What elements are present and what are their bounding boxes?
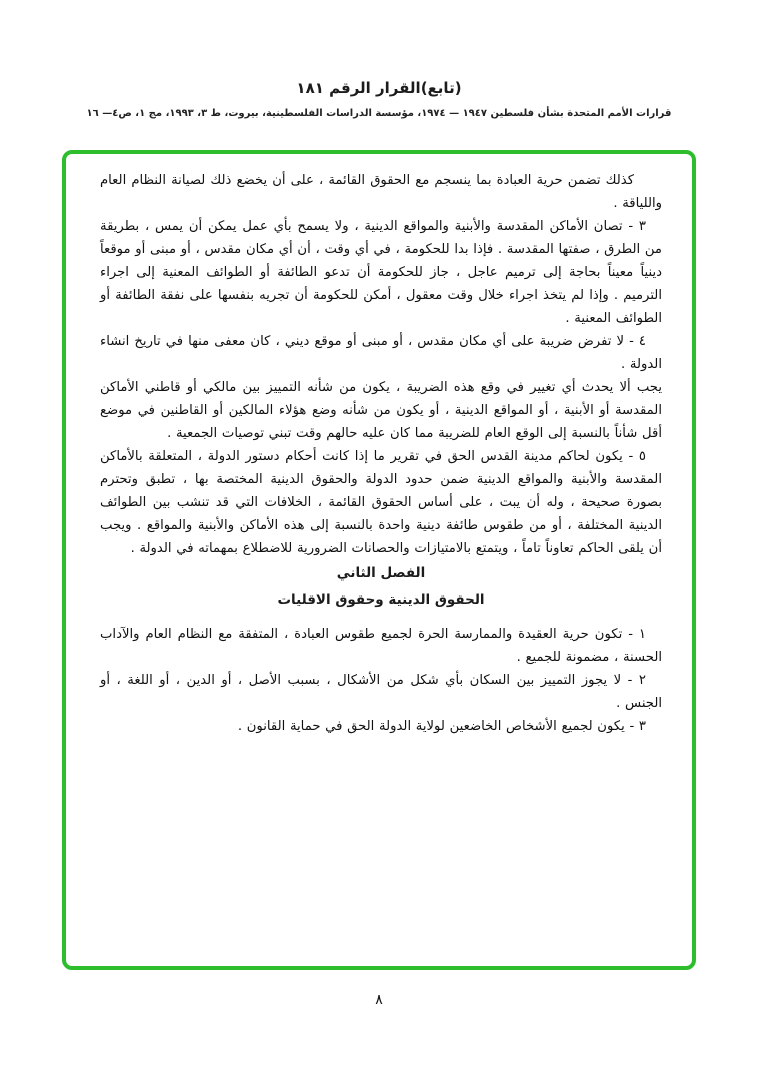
content-frame (62, 150, 696, 970)
page-number: ٨ (375, 992, 383, 1008)
paragraph-item-4-taxation: ٤ - لا تفرض ضريبة على أي مكان مقدس ، أو مبنى أو موقع ديني ، كان معفى منها في تاريخ انشاء الدولة . (100, 334, 662, 372)
chapter-subheading: الحقوق الدينية وحقوق الاقليات (277, 592, 485, 608)
paragraph-item-3-protection-of-law: ٣ - يكون لجميع الأشخاص الخاضعين لولاية الدولة الحق في حماية القانون . (237, 719, 646, 734)
document-title: (تابع)القرار الرقم ١٨١ (296, 79, 462, 97)
chapter-heading: الفصل الثاني (336, 565, 426, 581)
document-source-citation: قرارات الأمم المتحدة بشأن فلسطين ١٩٤٧ — ١٩٧٤، مؤسسة الدراسات الفلسطينية، بيروت، ط ٣، ١٩٩٣، مج ١، ص٤— ١٦ (86, 108, 672, 119)
paragraph-item-3-holy-places: ٣ - تصان الأماكن المقدسة والأبنية والمواقع الدينية ، ولا يسمح بأي عمل يمكن أن يمس ، بطريقة من الطرق ، صفتها المقدسة . فإذا بدا للحكومة ، في أي وقت ، أن أي مكان مقدس ، أو مبنى أو موقعاً دينياً معيناً بحاجة إلى ترميم عاجل ، جاز للحكومة أن تدعو الطائفة أو الطوائف المعنية إلى اجراء الترميم . وإذا لم يتخذ اجراء خلال وقت معقول ، أمكن للحكومة أن تجريه بنفسها على نفقة الطائفة أو الطوائف المعنية . (100, 219, 662, 326)
document-header (0, 0, 758, 120)
paragraph-freedom-of-worship: كذلك تضمن حرية العبادة بما ينسجم مع الحقوق القائمة ، على أن يخضع ذلك لصيانة النظام العام واللياقة . (100, 173, 662, 211)
paragraph-item-2-no-discrimination: ٢ - لا يجوز التمييز بين السكان بأي شكل من الأشكال ، بسبب الأصل ، أو الدين ، أو اللغة ، أو الجنس . (100, 673, 662, 711)
paragraph-item-5-governor-of-jerusalem: ٥ - يكون لحاكم مدينة القدس الحق في تقرير ما إذا كانت أحكام دستور الدولة ، المتعلقة بالأماكن المقدسة والأبنية والمواقع الدينية ضمن حدود الدولة والحقوق الدينية المختصة بها ، تطبق وتحترم بصورة صحيحة ، وله أن يبت ، على أساس الحقوق القائمة ، الخلافات التي قد تنشب بين الطوائف الدينية المختلفة ، أو من طقوس طائفة دينية واحدة بالنسبة إلى هذه الأماكن والأبنية والمواقع . ويجب أن يلقى الحاكم تعاوناً تاماً ، ويتمتع بالامتيازات والحصانات الضرورية للاضطلاع بمهماته في الدولة . (100, 449, 662, 556)
paragraph-tax-change-rule: يجب ألا يحدث أي تغيير في وقع هذه الضريبة ، يكون من شأنه التمييز بين مالكي أو قاطني الأماكن المقدسة أو الأبنية ، أو المواقع الدينية ، أو يكون من شأنه وضع هؤلاء المالكين أو القاطنين في موضع أقل شأناً بالنسبة إلى الوقع العام للضريبة مما كان عليه حالهم وقت تبني توصيات الجمعية . (100, 380, 662, 441)
paragraph-item-1-freedom-of-belief: ١ - تكون حرية العقيدة والممارسة الحرة لجميع طقوس العبادة ، المتفقة مع النظام العام والآداب الحسنة ، مضمونة للجميع . (100, 627, 662, 665)
